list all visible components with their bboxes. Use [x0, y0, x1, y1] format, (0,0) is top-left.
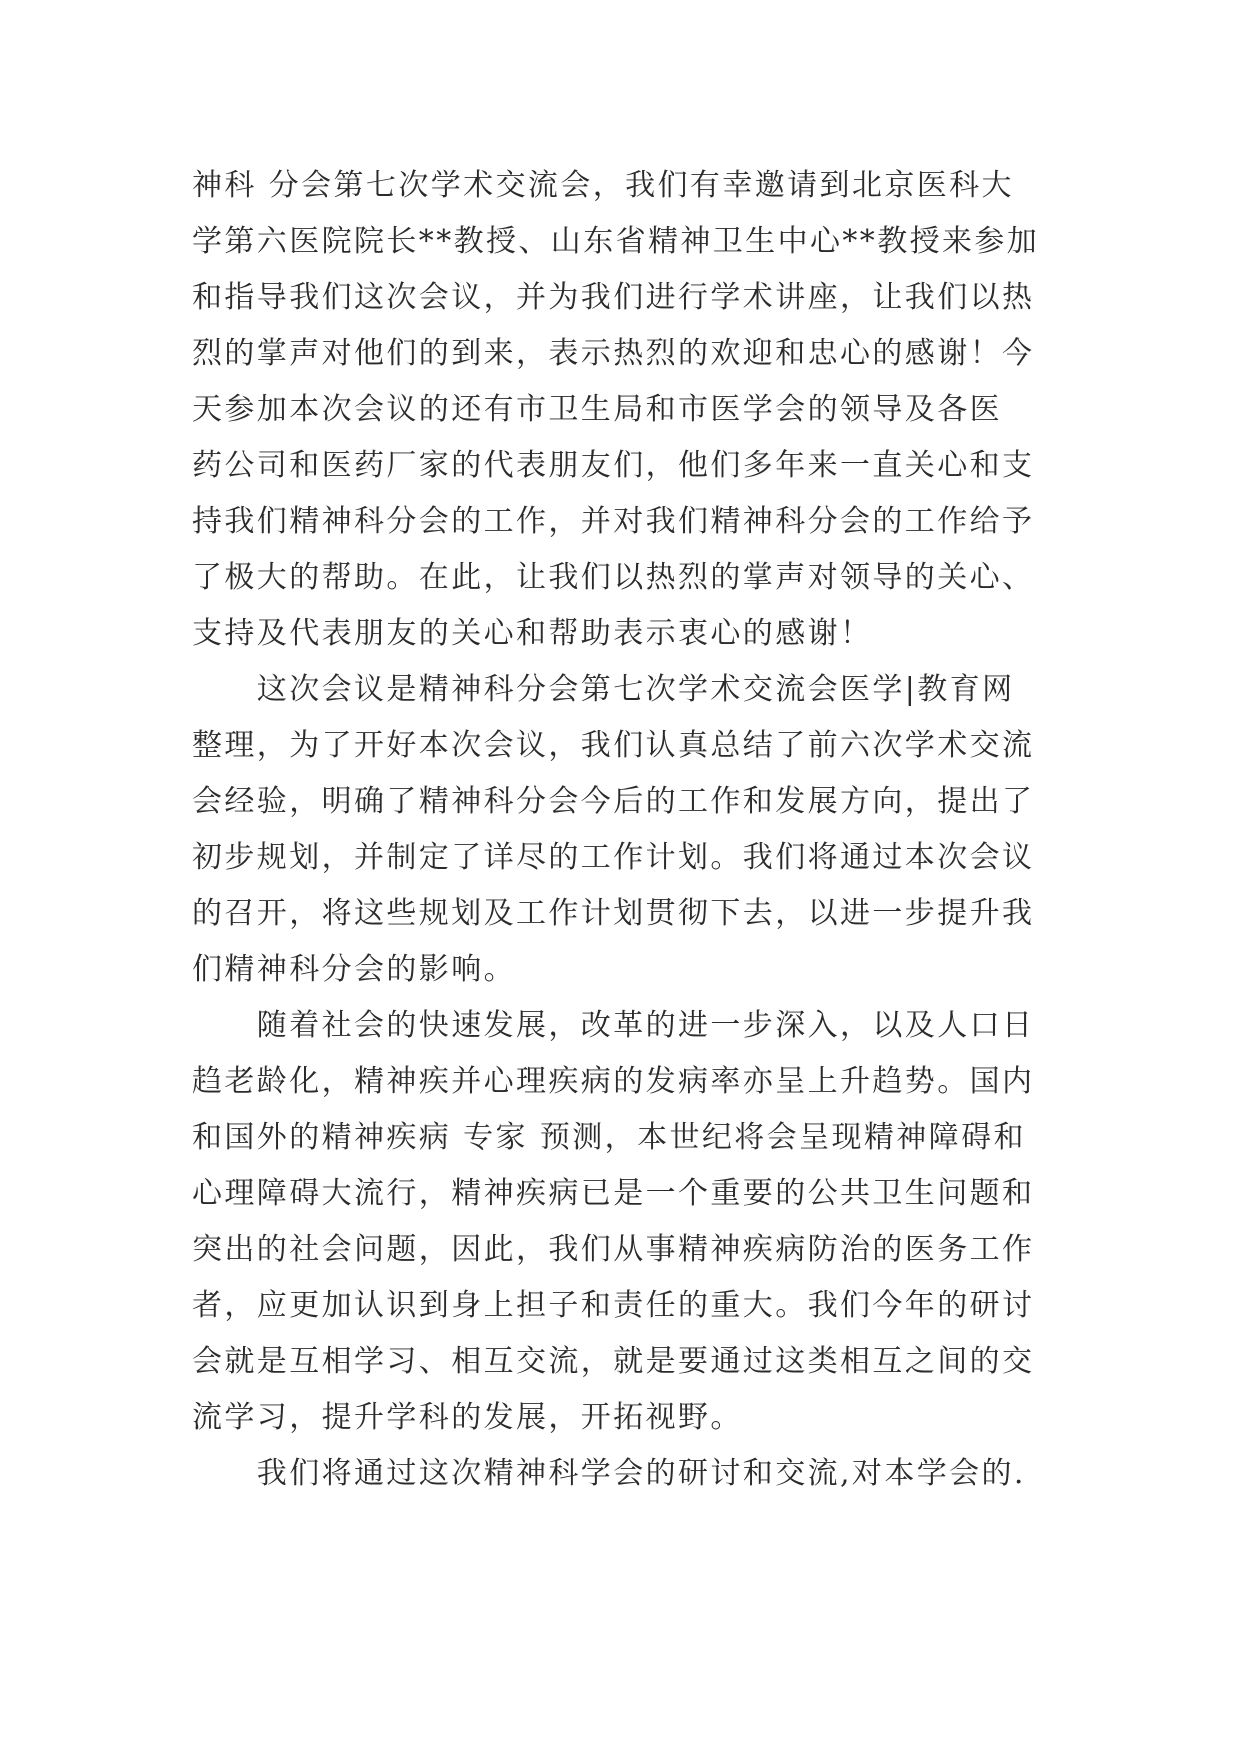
paragraph-4: [192, 1446, 1082, 1502]
text-line: 和国外的精神疾病 专家 预测，本世纪将会呈现精神障碍和: [192, 1120, 1026, 1155]
text-line: 神科 分会第七次学术交流会，我们有幸邀请到北京医科大: [192, 168, 1014, 203]
text-line: 初步规划，并制定了详尽的工作计划。我们将通过本次会议: [192, 840, 1035, 875]
text-line: 突出的社会问题，因此，我们从事精神疾病防治的医务工作: [192, 1232, 1035, 1267]
text-line: 整理，为了开好本次会议，我们认真总结了前六次学术交流: [192, 728, 1035, 763]
text-line: 和指导我们这次会议，并为我们进行学术讲座，让我们以热: [192, 280, 1035, 315]
text-line: 药公司和医药厂家的代表朋友们，他们多年来一直关心和支: [192, 448, 1035, 483]
text-line: 会就是互相学习、相互交流，就是要通过这类相互之间的交: [192, 1344, 1035, 1379]
document-body: [192, 158, 1082, 1502]
paragraph-2: [192, 662, 1082, 998]
text-line: 随着社会的快速发展，改革的进一步深入，以及人口日: [192, 1008, 1035, 1043]
paragraph-3: [192, 998, 1082, 1446]
text-line: 趋老龄化，精神疾并心理疾病的发病率亦呈上升趋势。国内: [192, 1064, 1035, 1099]
text-line: 心理障碍大流行，精神疾病已是一个重要的公共卫生问题和: [192, 1176, 1035, 1211]
text-line: 了极大的帮助。在此，让我们以热烈的掌声对领导的关心、: [192, 560, 1035, 595]
text-line: 学第六医院院长**教授、山东省精神卫生中心**教授来参加: [192, 224, 1040, 259]
text-line: 烈的掌声对他们的到来，表示热烈的欢迎和忠心的感谢！今: [192, 336, 1035, 371]
text-line: 流学习，提升学科的发展，开拓视野。: [192, 1400, 743, 1435]
text-line: 者，应更加认识到身上担子和责任的重大。我们今年的研讨: [192, 1288, 1035, 1323]
text-line: 的召开，将这些规划及工作计划贯彻下去，以进一步提升我: [192, 896, 1035, 931]
text-line: 这次会议是精神科分会第七次学术交流会医学|教育网: [192, 672, 1015, 707]
text-line: 支持及代表朋友的关心和帮助表示衷心的感谢！: [192, 616, 873, 651]
text-line: 持我们精神科分会的工作，并对我们精神科分会的工作给予: [192, 504, 1035, 539]
text-line: 我们将通过这次精神科学会的研讨和交流,对本学会的.: [192, 1456, 1026, 1491]
text-line: 会经验，明确了精神科分会今后的工作和发展方向，提出了: [192, 784, 1035, 819]
text-line: 天参加本次会议的还有市卫生局和市医学会的领导及各医: [192, 392, 1002, 427]
text-line: 们精神科分会的影响。: [192, 952, 516, 987]
paragraph-1: [192, 158, 1082, 662]
